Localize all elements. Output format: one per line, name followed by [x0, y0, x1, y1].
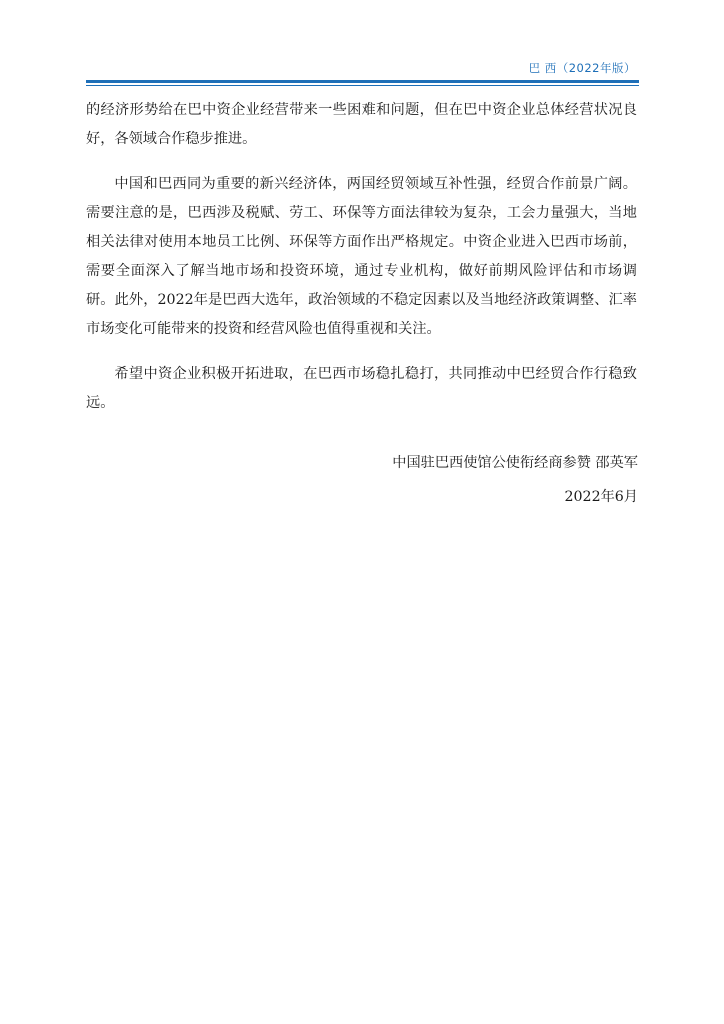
signature-name: 中国驻巴西使馆公使衔经商参赞 邵英军 [392, 455, 638, 471]
signature-date: 2022年6月 [564, 489, 638, 505]
running-header-title: 巴 西（2022年版） [528, 61, 636, 75]
header-rule-thin [86, 85, 639, 86]
header-rule-thick [86, 80, 639, 83]
paragraph-cooperation-risks: 中国和巴西同为重要的新兴经济体，两国经贸领域互补性强，经贸合作前景广阔。需要注意的是，巴西涉及税赋、劳工、环保等方面法律较为复杂，工会力量强大，当地相关法律对使用本地员工比例、环保等方面作出严格规定。中资企业进入巴西市场前，需要全面深入了解当地市场和投资环境，通过专业机构，做好前期风险评估和市场调研。此外，2022年是巴西大选年，政治领域的不稳定因素以及当地经济政策调整、汇率市场变化可能带来的投资和经营风险也值得重视和关注。 [86, 176, 637, 337]
paragraph-closing-wish: 希望中资企业积极开拓进取，在巴西市场稳扎稳打，共同推动中巴经贸合作行稳致远。 [86, 366, 637, 411]
page-header [0, 0, 724, 90]
paragraph-continuation: 的经济形势给在巴中资企业经营带来一些困难和问题，但在巴中资企业总体经营状况良好，各领域合作稳步推进。 [86, 102, 637, 147]
body-text [86, 96, 637, 434]
